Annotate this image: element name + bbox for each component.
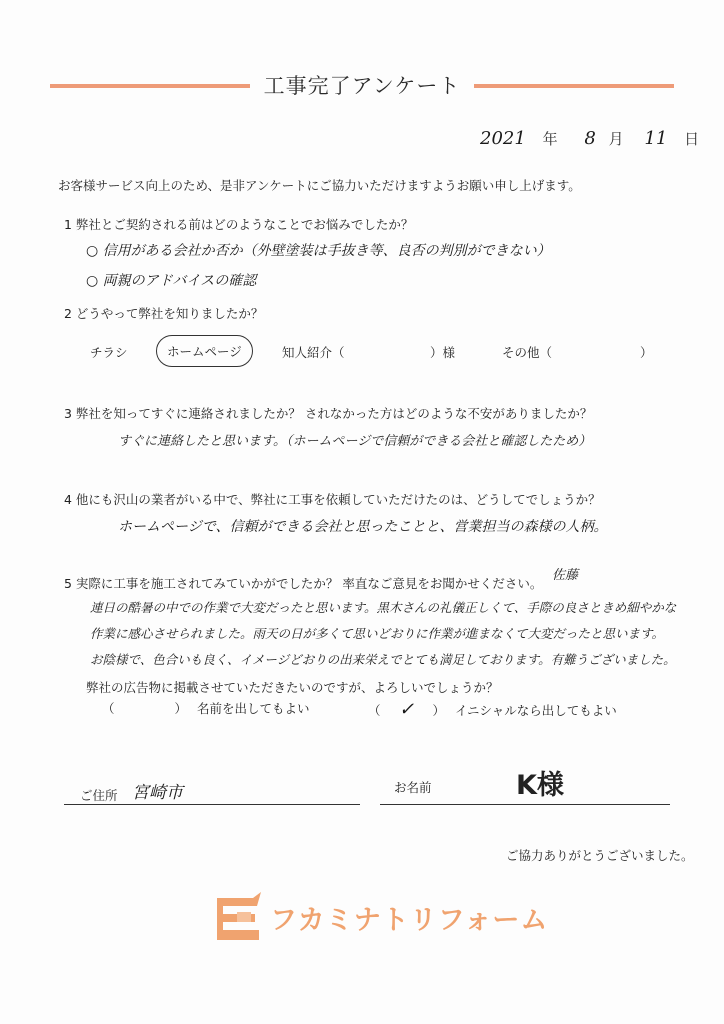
- address-label: ご住所: [80, 788, 118, 803]
- answer-5-line-1: 連日の酷暑の中での作業で大変だったと思います。黒木さんの礼儀正しくて、手際の良さときめ細やかな: [90, 600, 677, 615]
- option-referral-close: ）様: [430, 345, 456, 360]
- name-underline: [380, 804, 670, 805]
- date-day-label: 日: [684, 130, 700, 148]
- answer-1-line-2: ○ 両親のアドバイスの確認: [86, 273, 257, 289]
- answer-3: すぐに連絡したと思います。（ホームページで信頼ができる会社と確認したため）: [118, 434, 592, 449]
- question-1: 1 弊社とご契約される前はどのようなことでお悩みでしたか？: [64, 217, 414, 232]
- option-initial-paren-open: （: [368, 703, 381, 718]
- date-day: 11: [644, 128, 668, 149]
- answer-5-line-3: お陰様で、色合いも良く、イメージどおりの出来栄えでとても満足しております。有難うございました。: [90, 652, 676, 667]
- company-logo-icon: [215, 892, 265, 942]
- option-name-allowed: [102, 699, 310, 717]
- question-4: 4 他にも沢山の業者がいる中で、弊社に工事を依頼していただけたのは、どうしてでしょうか？: [64, 492, 601, 507]
- date-year: 2021: [480, 128, 526, 149]
- question-5: 5 実際に工事を施工されてみていかがでしたか？ 率直なご意見をお聞かせください。: [64, 576, 543, 591]
- option-referral-open: 知人紹介（: [282, 345, 345, 360]
- date-month-label: 月: [608, 130, 624, 148]
- check-mark-icon: ✓: [398, 699, 415, 720]
- company-logo-text: フカミナトリフォーム: [270, 905, 549, 936]
- option-other-open: その他（: [502, 345, 553, 360]
- question-2: 2 どうやって弊社を知りましたか？: [64, 306, 264, 321]
- option-homepage-circled: [156, 335, 253, 367]
- address-value: 宮崎市: [132, 783, 183, 803]
- answer-1-line-1: ○ 信用がある会社か否か（外壁塗装は手抜き等、良否の判別ができない）: [86, 243, 551, 259]
- name-label: お名前: [394, 780, 432, 795]
- date-row: [480, 128, 699, 149]
- answer-5-note: 佐藤: [552, 568, 579, 583]
- date-year-label: 年: [542, 130, 558, 148]
- option-homepage: ホームページ: [167, 344, 242, 359]
- name-value: K様: [516, 770, 564, 801]
- page-title: 工事完了アンケート: [0, 70, 724, 100]
- question-6: 弊社の広告物に掲載させていただきたいのですが、よろしいでしょうか？: [86, 680, 499, 695]
- option-other-close: ）: [640, 345, 653, 360]
- intro-text: お客様サービス向上のため、是非アンケートにご協力いただけますようお願い申し上げます。: [58, 178, 581, 193]
- option-name-label: 名前を出してもよい: [196, 701, 310, 716]
- option-name-paren-open: （: [102, 701, 115, 716]
- answer-5-line-2: 作業に感心させられました。雨天の日が多くて思いどおりに作業が進まなくて大変だったと思います。: [90, 626, 665, 641]
- option-initial-label: イニシャルなら出してもよい: [454, 703, 617, 718]
- option-name-paren-close: ）: [174, 701, 187, 716]
- option-initial-paren-close: ）: [432, 703, 445, 718]
- option-flyer: チラシ: [90, 345, 128, 360]
- date-month: 8: [584, 128, 596, 149]
- question-3: 3 弊社を知ってすぐに連絡されましたか？ されなかった方はどのような不安がありましたか？: [64, 406, 593, 421]
- closing-text: ご協力ありがとうございました。: [506, 848, 694, 863]
- answer-4: ホームページで、信頼ができる会社と思ったことと、営業担当の森様の人柄。: [118, 519, 608, 535]
- option-initial-allowed: [368, 699, 617, 720]
- address-underline: [64, 804, 360, 805]
